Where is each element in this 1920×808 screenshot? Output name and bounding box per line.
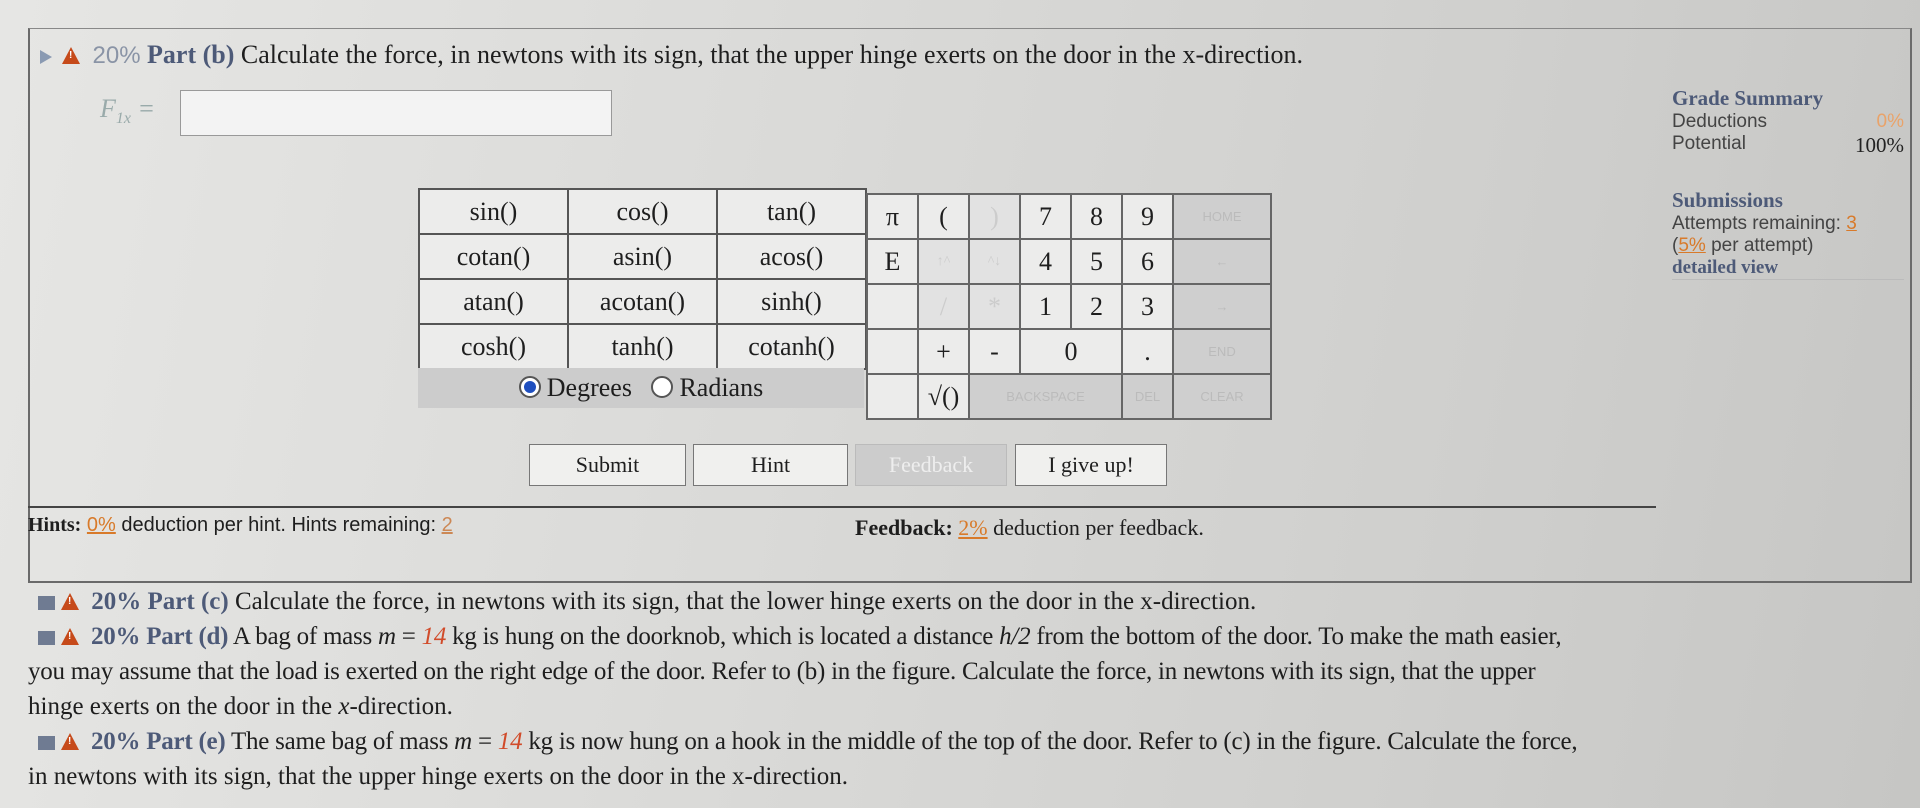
part-icon bbox=[38, 736, 55, 750]
key-blank-3 bbox=[867, 374, 918, 419]
key-4[interactable]: 4 bbox=[1020, 239, 1071, 284]
key-close-paren[interactable]: ) bbox=[969, 194, 1020, 239]
part-b-percent: 20% bbox=[92, 42, 141, 69]
key-9[interactable]: 9 bbox=[1122, 194, 1173, 239]
part-d[interactable]: ! 20% Part (d) A bag of mass m = 14 kg is hung on the doorknob, which is located a distance h/2 from the bottom of the door. To make the math easier, bbox=[28, 619, 1908, 654]
part-e[interactable]: ! 20% Part (e) The same bag of mass m = 14 kg is now hung on a hook in the middle of the top of the door. Refer to (c) in the figure. Calculate the force, bbox=[28, 724, 1908, 759]
hint-button[interactable]: Hint bbox=[693, 444, 848, 486]
fn-sin[interactable]: sin() bbox=[419, 189, 568, 234]
part-b-label: Part (b) bbox=[147, 40, 235, 69]
key-sqrt[interactable]: √() bbox=[918, 374, 969, 419]
hints-info: Hints: 0% deduction per hint. Hints remaining: 2 bbox=[28, 514, 453, 536]
fn-sinh[interactable]: sinh() bbox=[717, 279, 866, 324]
part-icon bbox=[38, 631, 55, 645]
part-c[interactable]: ! 20% Part (c) Calculate the force, in newtons with its sign, that the lower hinge exerts on the door in the x-direction. bbox=[28, 584, 1908, 619]
part-b-header bbox=[40, 40, 1303, 70]
function-keys bbox=[418, 188, 867, 370]
key-5[interactable]: 5 bbox=[1071, 239, 1122, 284]
key-pi[interactable]: π bbox=[867, 194, 918, 239]
radians-radio[interactable] bbox=[651, 376, 673, 398]
key-home[interactable]: HOME bbox=[1173, 194, 1271, 239]
warning-icon: ! bbox=[61, 628, 79, 645]
deductions-value: 0% bbox=[1876, 111, 1904, 132]
key-multiply[interactable]: * bbox=[969, 284, 1020, 329]
key-1[interactable]: 1 bbox=[1020, 284, 1071, 329]
fn-cos[interactable]: cos() bbox=[568, 189, 717, 234]
angle-mode bbox=[418, 368, 864, 408]
hint-deduction: 0% bbox=[86, 514, 116, 536]
feedback-info: Feedback: 2% deduction per feedback. bbox=[855, 515, 1204, 540]
answer-input[interactable] bbox=[180, 90, 612, 136]
keypad bbox=[866, 193, 1272, 420]
grade-summary-title: Grade Summary bbox=[1672, 86, 1824, 110]
key-blank-2 bbox=[867, 329, 918, 374]
key-up[interactable]: ↑^ bbox=[918, 239, 969, 284]
fn-atan[interactable]: atan() bbox=[419, 279, 568, 324]
key-del[interactable]: DEL bbox=[1122, 374, 1173, 419]
key-open-paren[interactable]: ( bbox=[918, 194, 969, 239]
other-parts: ! 20% Part (c) Calculate the force, in newtons with its sign, that the lower hinge exerts on the door in the x-direction. ! 20% Part (d) A bag of mass m = 14 kg is hung on the doorknob, which is located a distance h/2 from the bottom of the door. To make the math easier, you may assume that the load is exerted on the right edge of the door. Refer to (b) in the figure. Calculate the force, in newtons with its sign, that the upper hinge exerts on the door in the x-direction. ! 20% Part (e) The same bag of mass m = 14 kg is now hung on a hook in the middle of the top of the door. Refer to (c) in the figure. Calculate the force, in newtons with its sign, that the upper hinge exerts on the door in the x-direction. bbox=[28, 584, 1908, 794]
key-clear[interactable]: CLEAR bbox=[1173, 374, 1271, 419]
part-c-question: Calculate the force, in newtons with its sign, that the lower hinge exerts on the door in the x-direction. bbox=[234, 588, 1257, 615]
detailed-view-link[interactable]: detailed view bbox=[1672, 257, 1904, 280]
key-left[interactable]: ← bbox=[1173, 239, 1271, 284]
key-7[interactable]: 7 bbox=[1020, 194, 1071, 239]
feedback-deduction: 2% bbox=[958, 515, 988, 540]
feedback-button[interactable]: Feedback bbox=[855, 444, 1007, 486]
warning-icon: ! bbox=[61, 733, 79, 750]
fn-asin[interactable]: asin() bbox=[568, 234, 717, 279]
key-plus[interactable]: + bbox=[918, 329, 969, 374]
key-3[interactable]: 3 bbox=[1122, 284, 1173, 329]
divider bbox=[28, 506, 1656, 508]
fn-cosh[interactable]: cosh() bbox=[419, 324, 568, 369]
key-6[interactable]: 6 bbox=[1122, 239, 1173, 284]
key-2[interactable]: 2 bbox=[1071, 284, 1122, 329]
expand-arrow-icon[interactable] bbox=[40, 50, 52, 64]
key-8[interactable]: 8 bbox=[1071, 194, 1122, 239]
key-divide[interactable]: / bbox=[918, 284, 969, 329]
attempts-remaining: 3 bbox=[1846, 213, 1857, 234]
hints-remaining: 2 bbox=[441, 514, 453, 536]
key-0[interactable]: 0 bbox=[1020, 329, 1122, 374]
key-blank-1 bbox=[867, 284, 918, 329]
potential-value: 100% bbox=[1855, 133, 1904, 157]
key-e[interactable]: E bbox=[867, 239, 918, 284]
key-right[interactable]: → bbox=[1173, 284, 1271, 329]
fn-acos[interactable]: acos() bbox=[717, 234, 866, 279]
answer-label: $F_{1x}$ = bbox=[100, 94, 156, 128]
degrees-radio[interactable] bbox=[519, 376, 541, 398]
fn-acotan[interactable]: acotan() bbox=[568, 279, 717, 324]
warning-icon: ! bbox=[62, 47, 80, 64]
degrees-label: Degrees bbox=[546, 373, 632, 402]
part-d-line2: you may assume that the load is exerted on the right edge of the door. Refer to (b) in the figure. Calculate the force, in newtons with its sign, that the upper bbox=[28, 658, 1536, 685]
submissions-title: Submissions bbox=[1672, 188, 1783, 212]
grade-summary: Grade Summary Deductions 0% Potential 100% Submissions Attempts remaining: 3 ( 5% per attempt) detailed view bbox=[1672, 86, 1904, 278]
key-dot[interactable]: . bbox=[1122, 329, 1173, 374]
part-b-question: Calculate the force, in newtons with its sign, that the upper hinge exerts on the door in the x-direction. bbox=[240, 40, 1304, 69]
fn-cotanh[interactable]: cotanh() bbox=[717, 324, 866, 369]
give-up-button[interactable]: I give up! bbox=[1015, 444, 1167, 486]
fn-tan[interactable]: tan() bbox=[717, 189, 866, 234]
radians-label: Radians bbox=[679, 373, 764, 402]
submit-button[interactable]: Submit bbox=[529, 444, 686, 486]
fn-cotan[interactable]: cotan() bbox=[419, 234, 568, 279]
key-backspace[interactable]: BACKSPACE bbox=[969, 374, 1122, 419]
fn-tanh[interactable]: tanh() bbox=[568, 324, 717, 369]
key-minus[interactable]: - bbox=[969, 329, 1020, 374]
warning-icon: ! bbox=[61, 593, 79, 610]
part-e-line2: in newtons with its sign, that the upper hinge exerts on the door in the x-direction. bbox=[28, 763, 848, 790]
part-icon bbox=[38, 596, 55, 610]
key-down[interactable]: ^↓ bbox=[969, 239, 1020, 284]
key-end[interactable]: END bbox=[1173, 329, 1271, 374]
